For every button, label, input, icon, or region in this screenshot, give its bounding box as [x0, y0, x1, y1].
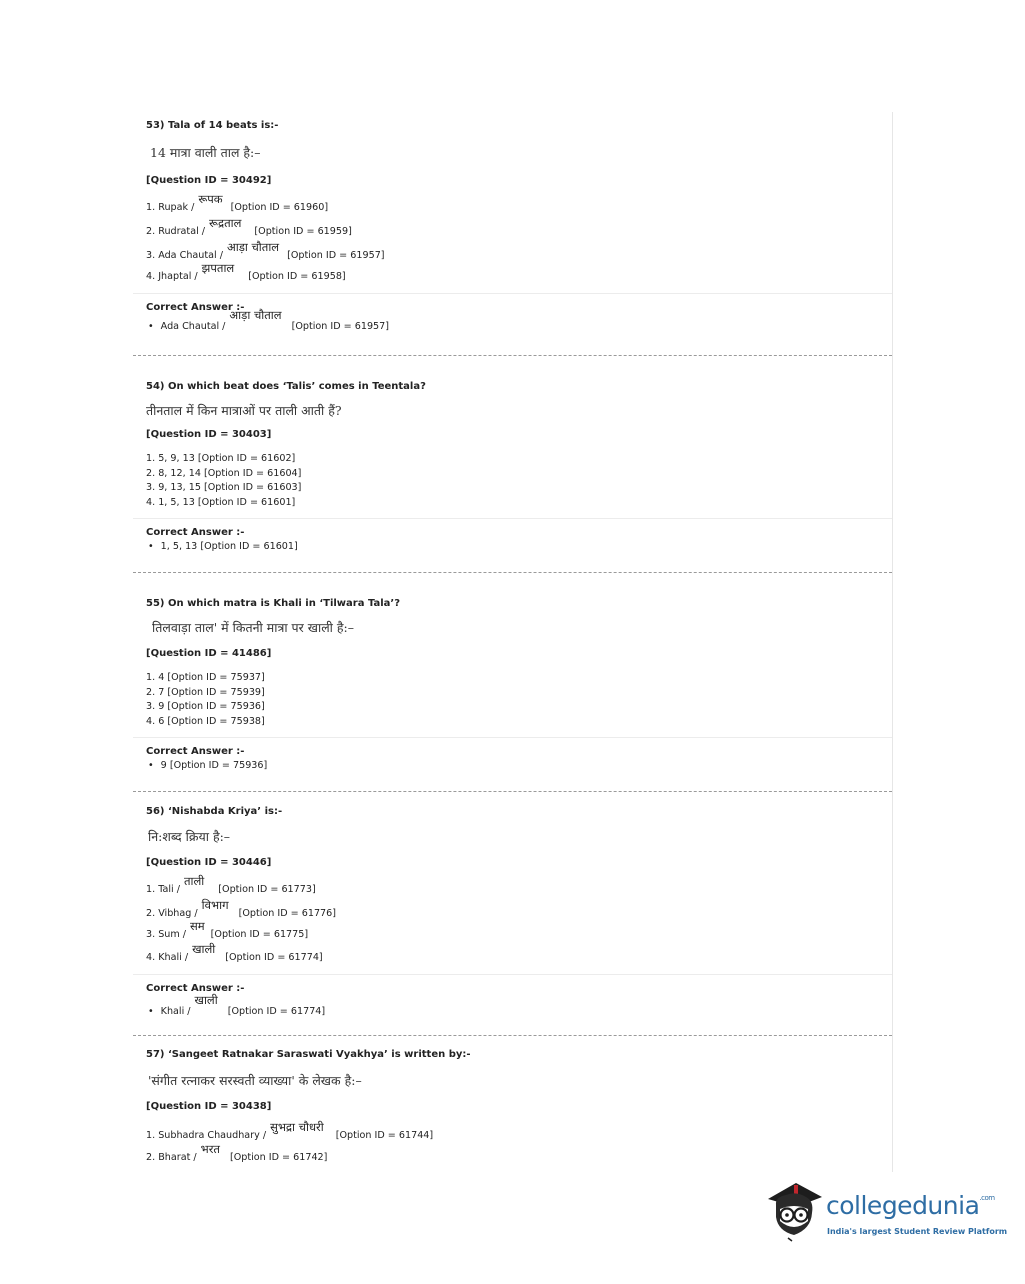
bullet-icon: • — [148, 760, 154, 772]
correct-answer: • Khali / खाली [Option ID = 61774] — [148, 993, 326, 1017]
option-1: 1. 4 [Option ID = 75937] — [146, 672, 265, 683]
options-list — [146, 671, 892, 729]
option-4: 4. Jhaptal / झपताल [Option ID = 61958] — [146, 261, 346, 283]
options-list — [146, 192, 892, 285]
correct-answer: • 1, 5, 13 [Option ID = 61601] — [148, 541, 298, 553]
correct-answer-box — [133, 737, 892, 777]
correct-answer-label: Correct Answer :- — [146, 302, 245, 313]
option-1: 1. Subhadra Chaudhary / सुभद्रा चौधरी [Option ID = 61744] — [146, 1120, 434, 1142]
option-3: 3. 9 [Option ID = 75936] — [146, 701, 265, 713]
question-paper — [133, 112, 893, 1172]
question-id: [Question ID = 41486] — [146, 648, 272, 659]
question-title: 53) Tala of 14 beats is:- — [146, 120, 279, 131]
options-list — [146, 1120, 892, 1166]
bullet-icon: • — [148, 1006, 154, 1017]
mascot-icon — [766, 1177, 824, 1243]
options-list — [146, 452, 892, 510]
correct-answer: • 9 [Option ID = 75936] — [148, 760, 268, 772]
option-2: 2. 7 [Option ID = 75939] — [146, 686, 265, 698]
bullet-icon: • — [148, 541, 154, 553]
question-55 — [133, 573, 892, 792]
correct-answer-label: Correct Answer :- — [146, 983, 245, 994]
option-2: 2. 8, 12, 14 [Option ID = 61604] — [146, 467, 302, 479]
option-4: 4. Khali / खाली [Option ID = 61774] — [146, 942, 323, 964]
logo-wordmark: collegedunia$^{.com}$ — [826, 1191, 995, 1220]
option-2: 2. Vibhag / विभाग [Option ID = 61776] — [146, 898, 337, 920]
question-title: 57) ‘Sangeet Ratnakar Saraswati Vyakhya’ is written by:- — [146, 1049, 471, 1060]
question-53 — [133, 112, 892, 356]
question-hindi: तिलवाड़ा ताल' में कितनी मात्रा पर खाली है:– — [152, 620, 354, 635]
option-3: 3. Ada Chautal / आड़ा चौताल [Option ID = 61957] — [146, 240, 385, 262]
option-2: 2. Rudratal / रूद्रताल [Option ID = 61959] — [146, 216, 352, 238]
question-id: [Question ID = 30403] — [146, 429, 272, 440]
question-title: 56) ‘Nishabda Kriya’ is:- — [146, 806, 283, 817]
option-2: 2. Bharat / भरत [Option ID = 61742] — [146, 1142, 328, 1164]
option-4: 4. 1, 5, 13 [Option ID = 61601] — [146, 496, 296, 508]
correct-answer-box — [133, 293, 892, 338]
options-list — [146, 874, 892, 966]
question-54 — [133, 356, 892, 573]
question-id: [Question ID = 30492] — [146, 175, 272, 186]
question-title: 55) On which matra is Khali in ‘Tilwara Tala’? — [146, 598, 401, 609]
option-1: 1. Tali / ताली [Option ID = 61773] — [146, 874, 316, 896]
correct-answer-label: Correct Answer :- — [146, 527, 245, 539]
correct-answer-box — [133, 974, 892, 1023]
option-3: 3. Sum / सम [Option ID = 61775] — [146, 919, 309, 941]
correct-answer: • Ada Chautal / आड़ा चौताल [Option ID = 61957] — [148, 308, 390, 332]
option-4: 4. 6 [Option ID = 75938] — [146, 715, 265, 727]
option-3: 3. 9, 13, 15 [Option ID = 61603] — [146, 482, 302, 494]
question-id: [Question ID = 30438] — [146, 1101, 272, 1112]
correct-answer-box — [133, 518, 892, 558]
question-hindi: 'संगीत रत्नाकर सरस्वती व्याख्या' के लेखक है:– — [148, 1073, 362, 1088]
question-id: [Question ID = 30446] — [146, 857, 272, 868]
correct-answer-label: Correct Answer :- — [146, 746, 245, 758]
question-56 — [133, 792, 892, 1036]
question-hindi: नि:शब्द क्रिया है:– — [148, 829, 231, 844]
question-57 — [133, 1036, 892, 1166]
bullet-icon: • — [148, 321, 154, 332]
logo-tagline: India's largest Student Review Platform — [827, 1227, 1008, 1236]
question-hindi: तीनताल में किन मात्राओं पर ताली आती हैं? — [146, 403, 342, 418]
question-hindi: 14 मात्रा वाली ताल है:– — [150, 145, 261, 160]
collegedunia-logo[interactable] — [766, 1177, 1008, 1247]
option-1: 1. Rupak / रूपक [Option ID = 61960] — [146, 192, 329, 214]
option-1: 1. 5, 9, 13 [Option ID = 61602] — [146, 453, 296, 464]
question-title: 54) On which beat does ‘Talis’ comes in Teentala? — [146, 381, 426, 392]
